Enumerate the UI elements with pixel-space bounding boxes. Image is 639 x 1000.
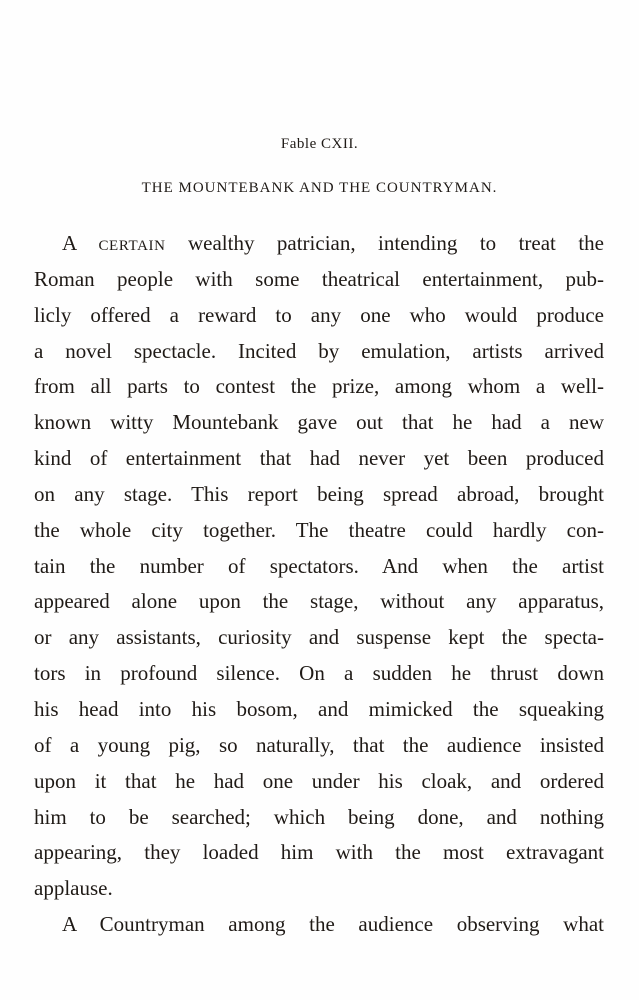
line-text: wealthy patrician, intending to treat the [165,231,604,255]
text-line: appeared alone upon the stage, without any apparatus, [34,589,604,614]
fable-number-heading: Fable CXII. [280,136,359,152]
drop-word: A [62,231,99,255]
text-line: him to be searched; which being done, and nothing [34,804,604,829]
text-line: tors in profound silence. On a sudden he thrust down [34,661,604,686]
text-line: licly offered a reward to any one who would produce [34,302,604,327]
text-line: or any assistants, curiosity and suspense kept the specta- [34,625,604,650]
text-line: tain the number of spectators. And when the artist [34,553,604,578]
small-caps-word: CERTAIN [98,238,166,254]
text-line: of a young pig, so naturally, that the audience insisted [34,732,604,757]
text-line: kind of entertainment that had never yet been produced [34,446,604,471]
fable-body [34,226,604,943]
fable-title: THE MOUNTEBANK AND THE COUNTRYMAN. [141,180,498,196]
text-line: his head into his bosom, and mimicked the squeaking [34,696,604,721]
text-line: known witty Mountebank gave out that he had a new [34,410,604,435]
text-line: A Countryman among the audience observing what [62,912,604,937]
text-line: applause. [34,876,113,901]
text-line: a novel spectacle. Incited by emulation, artists arrived [34,338,604,363]
text-line [34,226,604,262]
text-line: upon it that he had one under his cloak, and ordered [34,768,604,793]
text-line: appearing, they loaded him with the most extravagant [34,840,604,865]
text-line: Roman people with some theatrical entertainment, pub- [34,266,604,291]
text-line: from all parts to contest the prize, among whom a well- [34,374,604,399]
text-line: the whole city together. The theatre could hardly con- [34,517,604,542]
text-line: on any stage. This report being spread abroad, brought [34,481,604,506]
